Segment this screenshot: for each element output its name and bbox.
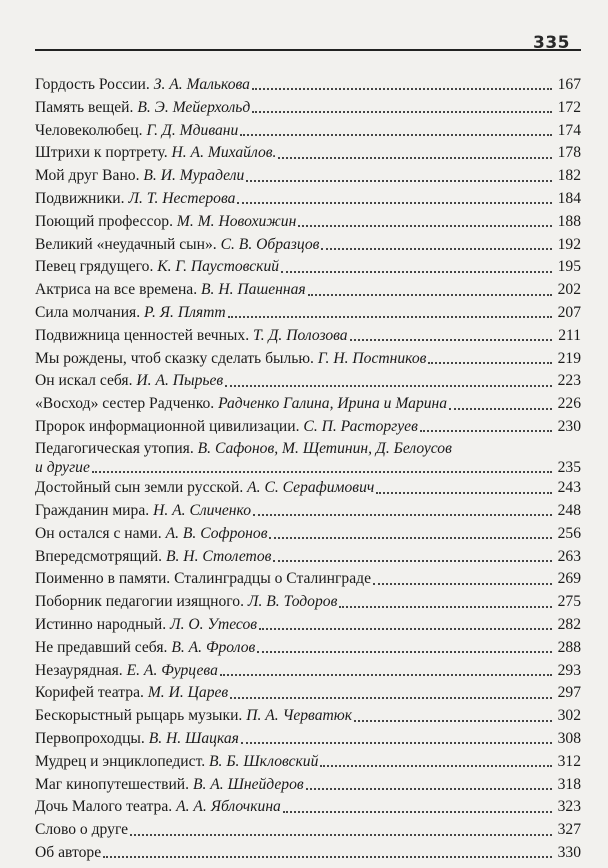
toc-entry-page: 172 <box>557 98 581 116</box>
toc-entry-page: 248 <box>557 502 581 520</box>
leader-dots <box>308 294 552 296</box>
toc-entry <box>35 796 581 819</box>
leader-dots <box>103 856 552 858</box>
toc-entry-page: 223 <box>557 372 581 390</box>
toc-entry-page: 202 <box>557 281 581 299</box>
toc-entry-author: Н. А. Сличенко <box>153 502 252 520</box>
toc-entry <box>35 705 581 728</box>
toc-entry-page: 302 <box>557 707 581 725</box>
toc-entry-title: Дочь Малого театра. <box>35 798 173 816</box>
toc-entry-title: «Восход» сестер Радченко. <box>35 395 215 413</box>
leader-dots <box>230 697 552 699</box>
toc-entry-author: Г. Н. Постников <box>317 349 427 367</box>
toc-entry-author: В. Сафонов, М. Щетинин, Д. Белоусов <box>197 439 452 457</box>
leader-dots <box>237 202 552 204</box>
toc-entry-author: В. Э. Мейерхольд <box>137 98 251 116</box>
leader-dots <box>339 606 552 608</box>
toc-entry-title: Память вещей. <box>35 98 134 116</box>
leader-dots <box>269 537 552 539</box>
toc-entry <box>35 591 581 614</box>
toc-entry-page: 243 <box>557 479 581 497</box>
leader-dots <box>228 316 552 318</box>
toc-entry-title: Первопроходцы. <box>35 730 145 748</box>
toc-entry-page: 235 <box>557 458 581 476</box>
toc-entry <box>35 637 581 660</box>
toc-entry <box>35 325 581 348</box>
toc-entry-page: 263 <box>557 547 581 565</box>
leader-dots <box>281 271 552 273</box>
toc-entry-author: Т. Д. Полозова <box>253 326 348 344</box>
toc-entry-title: Об авторе <box>35 844 102 861</box>
toc-entry-page: 323 <box>557 798 581 816</box>
toc-entry-page: 269 <box>557 570 581 588</box>
toc-entry-title: Певец грядущего. <box>35 258 154 276</box>
toc-entry <box>35 256 581 279</box>
toc-entry-page: 226 <box>557 395 581 413</box>
leader-dots <box>449 408 552 410</box>
toc-entry-title: Гражданин мира. <box>35 502 150 520</box>
toc-entry <box>35 348 581 371</box>
leader-dots <box>283 811 552 813</box>
toc-entry <box>35 416 581 439</box>
toc-entry-page: 182 <box>557 167 581 185</box>
toc-entry-title: Поборник педагогии изящного. <box>35 593 244 611</box>
leader-dots <box>246 180 552 182</box>
toc-entry-page: 256 <box>557 524 581 542</box>
toc-entry-author: Л. В. Тодоров <box>247 593 338 611</box>
toc-entry-page: 297 <box>557 684 581 702</box>
toc-entry-author: К. Г. Паустовский <box>157 258 280 276</box>
toc-entry-author: Н. А. Михайлов. <box>171 144 277 162</box>
leader-dots <box>321 248 552 250</box>
leader-dots <box>252 111 552 113</box>
toc-entry <box>35 165 581 188</box>
toc-entry-title: Штрихи к портрету. <box>35 144 168 162</box>
toc-entry-title: Мы рождены, чтоб сказку сделать былью. <box>35 349 314 367</box>
toc-entry-title: Мудрец и энциклопедист. <box>35 752 206 770</box>
toc-entry-title: Сила молчания. <box>35 303 141 321</box>
toc-entry <box>35 211 581 234</box>
leader-dots <box>278 157 552 159</box>
leader-dots <box>350 339 552 341</box>
leader-dots <box>298 225 552 227</box>
toc-entry <box>35 234 581 257</box>
toc-entry-author: В. Н. Шацкая <box>148 730 239 748</box>
toc-entry-page: 330 <box>557 844 581 861</box>
toc-entry-title: Слово о друге <box>35 821 129 839</box>
toc-entry-title: Подвижники. <box>35 189 125 207</box>
leader-dots <box>241 742 552 744</box>
toc-entry <box>35 819 581 842</box>
table-of-contents <box>35 74 581 865</box>
toc-entry-page: 312 <box>557 752 581 770</box>
toc-entry-title: Поименно в памяти. Сталинградцы о Сталинграде <box>35 570 371 588</box>
toc-entry-title: Пророк информационной цивилизации. <box>35 417 300 435</box>
toc-entry <box>35 188 581 211</box>
toc-entry <box>35 774 581 797</box>
toc-entry <box>35 97 581 120</box>
toc-entry <box>35 568 581 591</box>
leader-dots <box>320 765 552 767</box>
toc-entry-author: Радченко Галина, Ирина и Марина <box>218 395 448 413</box>
toc-entry-author: Л. Т. Нестерова <box>128 189 236 207</box>
header-rule <box>35 49 581 51</box>
toc-entry-title: Актриса на все времена. <box>35 281 198 299</box>
leader-dots <box>354 720 552 722</box>
toc-entry-page: 230 <box>557 417 581 435</box>
toc-entry-page: 192 <box>557 235 581 253</box>
toc-entry-page: 178 <box>557 144 581 162</box>
toc-entry-title: Человеколюбец. <box>35 121 143 139</box>
toc-entry-title: Великий «неудачный сын». <box>35 235 217 253</box>
toc-entry-author: В. Н. Пашенная <box>201 281 306 299</box>
toc-entry-author: Л. О. Утесов <box>170 616 258 634</box>
toc-entry <box>35 279 581 302</box>
toc-entry-author: Е. А. Фурцева <box>126 661 218 679</box>
toc-entry-page: 308 <box>557 730 581 748</box>
leader-dots <box>376 492 552 494</box>
page-number: 335 <box>533 33 570 53</box>
toc-entry <box>35 142 581 165</box>
toc-entry <box>35 682 581 705</box>
leader-dots <box>428 362 552 364</box>
leader-dots <box>220 674 552 676</box>
toc-entry-page: 167 <box>557 76 581 93</box>
toc-entry-author: В. А. Шнейдеров <box>192 775 304 793</box>
toc-entry <box>35 477 581 500</box>
toc-entry <box>35 842 581 865</box>
toc-entry-author: З. А. Малькова <box>153 76 250 93</box>
toc-entry-page: 184 <box>557 189 581 207</box>
leader-dots <box>420 430 552 432</box>
toc-entry-title: Маг кинопутешествий. <box>35 775 190 793</box>
toc-entry-page: 195 <box>557 258 581 276</box>
toc-entry-title: Гордость России. <box>35 76 150 93</box>
toc-entry-author: И. А. Пырьев <box>136 372 224 390</box>
toc-entry <box>35 660 581 683</box>
toc-entry-title: Истинно народный. <box>35 616 167 634</box>
toc-entry <box>35 439 581 478</box>
toc-entry-page: 211 <box>558 326 581 344</box>
toc-entry-title: Корифей театра. <box>35 684 144 702</box>
toc-entry-author: В. И. Мурадели <box>143 167 245 185</box>
toc-entry <box>35 120 581 143</box>
toc-entry-author: С. В. Образцов <box>220 235 320 253</box>
toc-entry <box>35 546 581 569</box>
toc-entry-author: В. А. Фролов <box>171 638 256 656</box>
toc-entry-page: 327 <box>557 821 581 839</box>
leader-dots <box>225 385 552 387</box>
toc-entry-page: 207 <box>557 303 581 321</box>
toc-entry-author: А. А. Яблочкина <box>176 798 281 816</box>
toc-entry-author: А. В. Софронов <box>165 524 268 542</box>
toc-entry-page: 288 <box>557 638 581 656</box>
toc-entry <box>35 500 581 523</box>
toc-entry <box>35 751 581 774</box>
toc-entry-page: 188 <box>557 212 581 230</box>
toc-entry-page: 293 <box>557 661 581 679</box>
toc-entry-page: 174 <box>557 121 581 139</box>
toc-entry <box>35 393 581 416</box>
toc-entry <box>35 523 581 546</box>
toc-entry-page: 275 <box>557 593 581 611</box>
toc-entry <box>35 728 581 751</box>
toc-entry-title: Не предавший себя. <box>35 638 168 656</box>
toc-entry-title: Достойный сын земли русской. <box>35 479 244 497</box>
leader-dots <box>252 88 552 90</box>
toc-entry-page: 282 <box>557 616 581 634</box>
leader-dots <box>253 514 552 516</box>
toc-entry-author: В. Б. Шкловский <box>209 752 319 770</box>
toc-entry <box>35 302 581 325</box>
leader-dots <box>92 471 552 473</box>
toc-entry-title: Мой друг Вано. <box>35 167 140 185</box>
leader-dots <box>306 788 552 790</box>
toc-entry <box>35 74 581 97</box>
leader-dots <box>130 834 552 836</box>
toc-entry-title: Он искал себя. <box>35 372 133 390</box>
leader-dots <box>257 651 552 653</box>
leader-dots <box>273 560 552 562</box>
leader-dots <box>259 628 552 630</box>
toc-entry-author: Р. Я. Плятт <box>144 303 226 321</box>
toc-entry-author: П. А. Черватюк <box>246 707 353 725</box>
toc-entry-title: Он остался с нами. <box>35 524 162 542</box>
toc-entry-author: Г. Д. Мдивани <box>146 121 239 139</box>
toc-entry-title: Незаурядная. <box>35 661 123 679</box>
leader-dots <box>240 134 552 136</box>
toc-entry-page: 219 <box>557 349 581 367</box>
toc-entry-page: 318 <box>557 775 581 793</box>
toc-entry-author: В. Н. Столетов <box>165 547 272 565</box>
toc-entry-title: Поющий профессор. <box>35 212 173 230</box>
toc-entry-title: Впередсмотрящий. <box>35 547 163 565</box>
toc-entry-author-continued: и другие <box>35 458 90 476</box>
toc-entry-title: Бескорыстный рыцарь музыки. <box>35 707 243 725</box>
toc-entry <box>35 614 581 637</box>
toc-entry-author: А. С. Серафимович <box>247 479 375 497</box>
toc-entry-author: М. И. Царев <box>147 684 229 702</box>
toc-entry-title: Подвижница ценностей вечных. <box>35 326 250 344</box>
leader-dots <box>373 583 552 585</box>
toc-entry-author: М. М. Новохижин <box>176 212 297 230</box>
toc-entry-title: Педагогическая утопия. <box>35 439 194 457</box>
toc-entry <box>35 370 581 393</box>
toc-entry-author: С. П. Расторгуев <box>303 417 418 435</box>
